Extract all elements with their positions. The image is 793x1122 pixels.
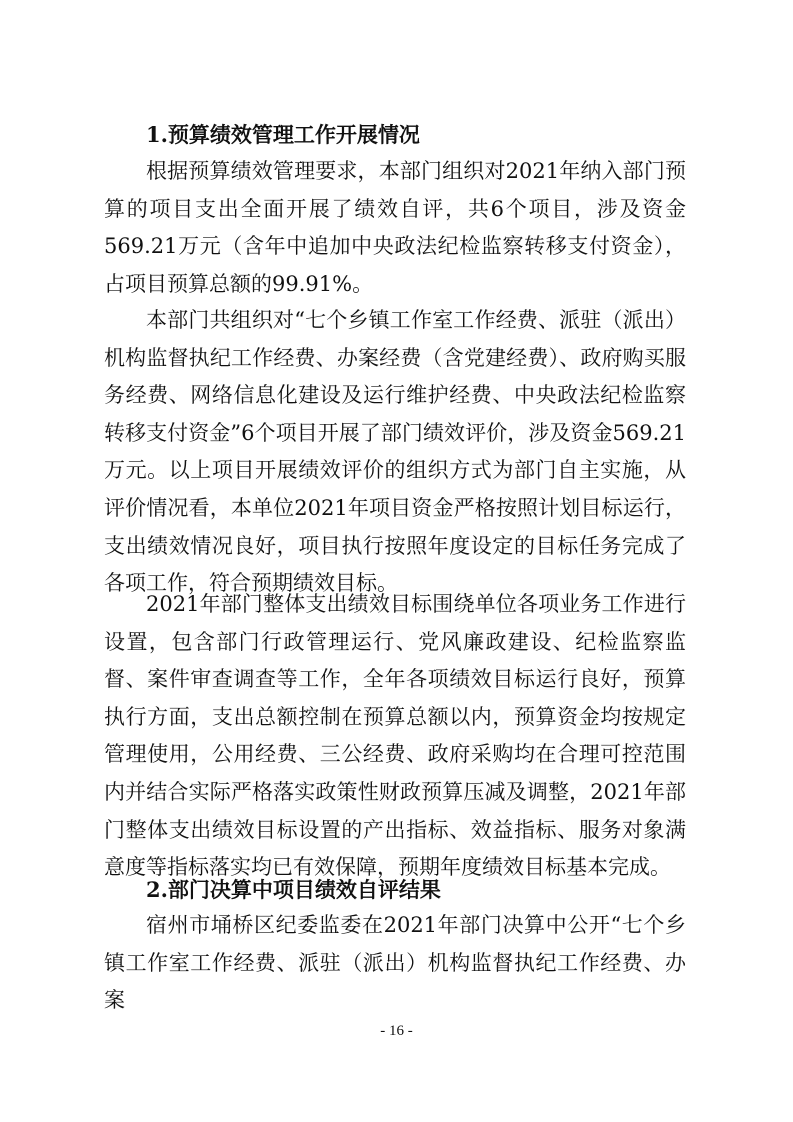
paragraph-self-evaluation-scope: 根据预算绩效管理要求，本部门组织对2021年纳入部门预算的项目支出全面开展了绩效自评，共6个项目，涉及资金569.21万元（含年中追加中央政法纪检监察转移支付资金），占项目预算总额的99.91%。 xyxy=(104,159,686,296)
section-heading-project-results: 2.部门决算中项目绩效自评结果 xyxy=(146,877,441,902)
paragraph-final-accounts-disclosure: 宿州市埇桥区纪委监委在2021年部门决算中公开“七个乡镇工作室工作经费、派驻（派出）机构监督执纪工作经费、办案 xyxy=(104,913,686,1013)
paragraph-department-evaluation: 本部门共组织对“七个乡镇工作室工作经费、派驻（派出）机构监督执纪工作经费、办案经费（含党建经费）、政府购买服务经费、网络信息化建设及运行维护经费、中央政法纪检监察转移支付资金”6个项目开展了部门绩效评价，涉及资金569.21万元。以上项目开展绩效评价的组织方式为部门自主实施，从评价情况看，本单位2021年项目资金严格按照计划目标运行，支出绩效情况良好，项目执行按照年度设定的目标任务完成了各项工作，符合预期绩效目标。 xyxy=(104,308,686,596)
paragraph-overall-performance: 2021年部门整体支出绩效目标围绕单位各项业务工作进行设置，包含部门行政管理运行、党风廉政建设、纪检监察监督、案件审查调查等工作，全年各项绩效目标运行良好，预算执行方面，支出总额控制在预算总额以内，预算资金均按规定管理使用，公用经费、三公经费、政府采购均在合理可控范围内并结合实际严格落实政策性财政预算压减及调整，2021年部门整体支出绩效目标设置的产出指标、效益指标、服务对象满意度等指标落实均已有效保障，预期年度绩效目标基本完成。 xyxy=(104,592,686,880)
page-number: - 16 - xyxy=(380,1023,413,1039)
section-heading-budget-performance: 1.预算绩效管理工作开展情况 xyxy=(146,122,420,147)
